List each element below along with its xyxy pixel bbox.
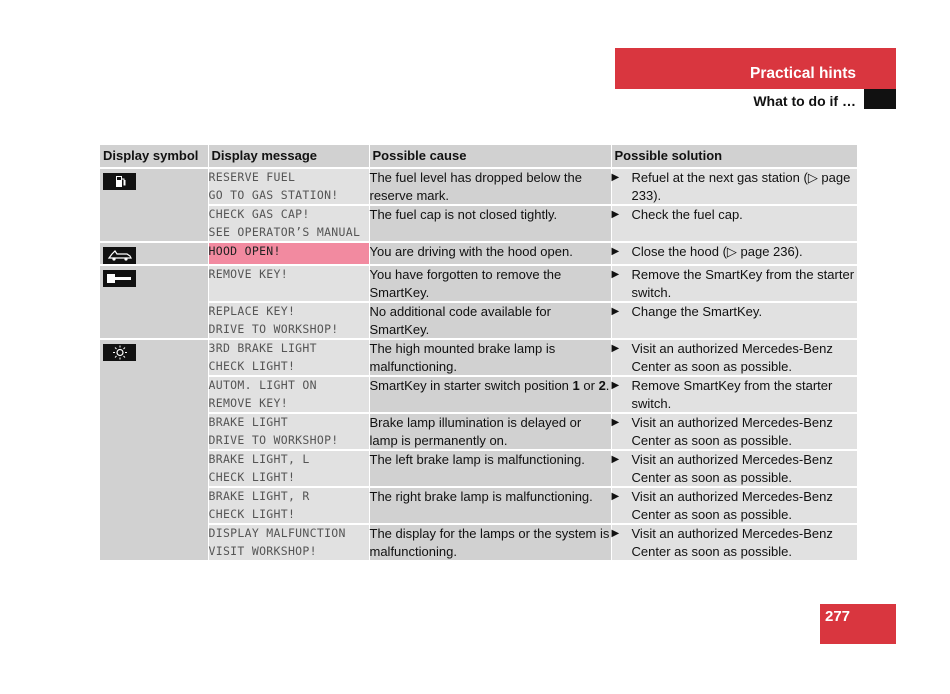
display-message-cell: RESERVE FUEL GO TO GAS STATION! <box>208 168 369 205</box>
possible-solution-cell: ▶ Visit an authorized Mercedes-Benz Center as soon as possible. <box>611 413 857 450</box>
smartkey-icon <box>103 270 136 287</box>
display-messages-table <box>100 145 857 560</box>
possible-cause-cell: The display for the lamps or the system is malfunctioning. <box>369 526 610 559</box>
table-row <box>100 376 857 413</box>
possible-cause-cell: SmartKey in starter switch position 1 or 2. <box>369 376 611 413</box>
bullet-icon: ▶ <box>611 306 620 317</box>
column-header-cause: Possible cause <box>369 145 611 168</box>
table-header-row <box>100 145 857 168</box>
display-message-cell: BRAKE LIGHT DRIVE TO WORKSHOP! <box>208 413 369 450</box>
table-row <box>100 487 857 524</box>
section-title: Practical hints <box>750 65 856 82</box>
display-message-cell: BRAKE LIGHT, R CHECK LIGHT! <box>208 487 369 524</box>
possible-solution-cell: ▶ Visit an authorized Mercedes-Benz Center as soon as possible. <box>611 450 857 487</box>
possible-cause-cell: The left brake lamp is malfunctioning. <box>369 450 611 487</box>
table-row <box>100 242 857 265</box>
bullet-icon: ▶ <box>611 454 620 465</box>
table-row <box>100 413 857 450</box>
table-row <box>100 450 857 487</box>
possible-solution-cell: ▶ Check the fuel cap. <box>611 205 857 242</box>
possible-solution-cell: ▶ Visit an authorized Mercedes-Benz Center as soon as possible. <box>611 487 857 524</box>
table-row <box>100 205 857 242</box>
possible-solution-cell: ▶ Refuel at the next gas station (▷ page 233). <box>611 168 857 205</box>
bullet-icon: ▶ <box>611 269 620 280</box>
possible-cause-cell: The high mounted brake lamp is malfunctioning. <box>369 339 611 376</box>
column-header-solution: Possible solution <box>611 145 857 168</box>
bullet-icon: ▶ <box>611 172 620 183</box>
possible-solution-cell: ▶ Remove the SmartKey from the starter switch. <box>611 265 857 302</box>
possible-solution-cell: ▶ Visit an authorized Mercedes-Benz Center as soon as possible. <box>611 339 857 376</box>
possible-cause-cell: The fuel cap is not closed tightly. <box>369 205 611 242</box>
display-message-cell: HOOD OPEN! <box>208 242 369 265</box>
section-subtitle: What to do if … <box>753 93 856 109</box>
possible-solution-cell: ▶ Change the SmartKey. <box>611 302 857 339</box>
display-message-cell: BRAKE LIGHT, L CHECK LIGHT! <box>208 450 369 487</box>
possible-cause-cell: You have forgotten to remove the SmartKey. <box>369 265 611 302</box>
fuel-pump-icon <box>103 173 136 190</box>
table-row <box>100 265 857 302</box>
symbol-cell <box>100 242 208 265</box>
symbol-cell <box>100 168 208 242</box>
bullet-icon: ▶ <box>611 380 620 391</box>
possible-cause-cell: No additional code available for SmartKey. <box>369 302 611 339</box>
possible-cause-cell: The fuel level has dropped below the reserve mark. <box>369 168 611 205</box>
possible-cause-cell: Brake lamp illumination is delayed or lamp is permanently on. <box>369 413 611 450</box>
possible-cause-cell: The right brake lamp is malfunctioning. <box>369 487 611 524</box>
table-row <box>100 339 857 376</box>
display-message-cell: REPLACE KEY! DRIVE TO WORKSHOP! <box>208 302 369 339</box>
table-row <box>100 524 857 560</box>
bullet-icon: ▶ <box>611 528 620 539</box>
column-header-message: Display message <box>208 145 369 168</box>
section-header-band <box>615 48 896 89</box>
column-header-symbol: Display symbol <box>100 145 208 168</box>
bullet-icon: ▶ <box>611 491 620 502</box>
possible-solution-cell: ▶ Visit an authorized Mercedes-Benz Center as soon as possible. <box>611 524 857 560</box>
display-message-cell: CHECK GAS CAP! SEE OPERATOR’S MANUAL <box>208 205 369 242</box>
header-marker-block <box>864 89 896 109</box>
bullet-icon: ▶ <box>611 417 620 428</box>
bullet-icon: ▶ <box>611 209 620 220</box>
bullet-icon: ▶ <box>611 246 620 257</box>
light-bulb-icon <box>103 344 136 361</box>
page-number: 277 <box>825 608 851 625</box>
symbol-cell <box>100 339 208 560</box>
possible-cause-cell: You are driving with the hood open. <box>369 242 611 265</box>
display-message-cell: 3RD BRAKE LIGHT CHECK LIGHT! <box>208 339 369 376</box>
symbol-cell <box>100 265 208 339</box>
table-row <box>100 168 857 205</box>
display-message-cell: DISPLAY MALFUNCTION VISIT WORKSHOP! <box>208 524 369 560</box>
table-row <box>100 302 857 339</box>
page-number-badge <box>820 604 896 644</box>
possible-solution-cell: ▶ Close the hood (▷ page 236). <box>611 242 857 265</box>
possible-solution-cell: ▶ Remove SmartKey from the starter switch. <box>611 376 857 413</box>
display-message-cell: REMOVE KEY! <box>208 265 369 302</box>
car-hood-open-icon <box>103 247 136 264</box>
bullet-icon: ▶ <box>611 343 620 354</box>
display-message-cell: AUTOM. LIGHT ON REMOVE KEY! <box>208 376 369 413</box>
